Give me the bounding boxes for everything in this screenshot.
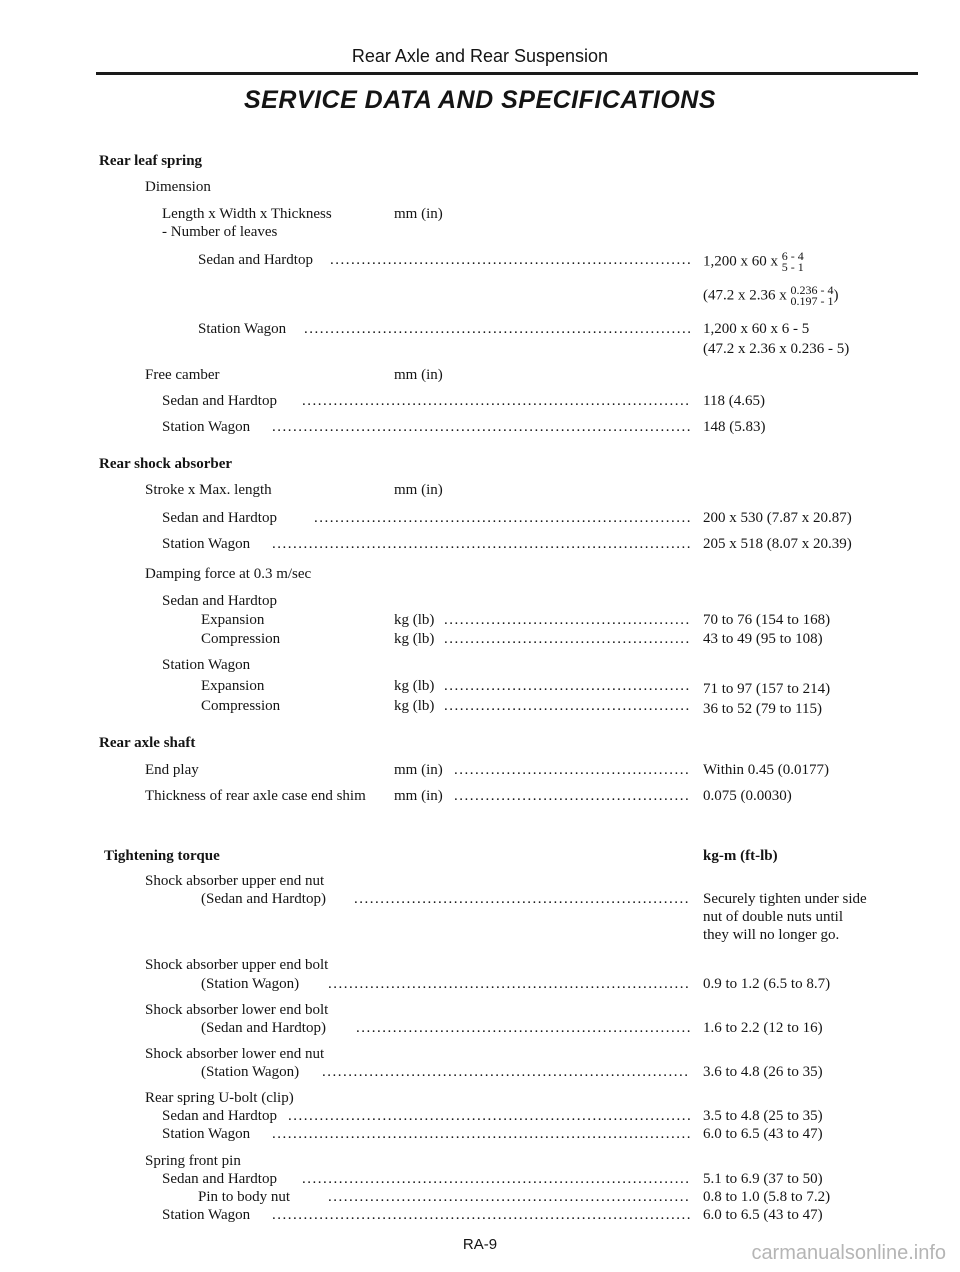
- label-t2-line1: Shock absorber upper end bolt: [145, 957, 329, 973]
- value-leaf-wagon-mm: 1,200 x 60 x 6 - 5: [703, 321, 810, 337]
- label-t4-line2: (Station Wagon): [201, 1064, 300, 1080]
- unit-shim: mm (in): [394, 788, 443, 804]
- value-t1-line1: Securely tighten under side: [703, 891, 867, 907]
- watermark: carmanualsonline.info: [751, 1242, 946, 1264]
- label-t5-wagon: Station Wagon: [162, 1126, 251, 1142]
- label-fc-wagon: Station Wagon: [162, 419, 251, 435]
- leader-dots: [444, 630, 690, 648]
- leader-dots: [304, 320, 690, 338]
- value-t3: 1.6 to 2.2 (12 to 16): [703, 1020, 823, 1036]
- section-heading-leaf-spring: Rear leaf spring: [99, 153, 203, 169]
- leader-dots: [272, 418, 690, 436]
- label-t5-line1: Rear spring U-bolt (clip): [145, 1090, 294, 1106]
- unit-damping-wagon-comp: kg (lb): [394, 698, 435, 714]
- leader-dots: [328, 975, 690, 993]
- leader-dots: [444, 611, 690, 629]
- label-t2-line2: (Station Wagon): [201, 976, 300, 992]
- label-t3-line1: Shock absorber lower end bolt: [145, 1002, 329, 1018]
- label-t3-line2: (Sedan and Hardtop): [201, 1020, 326, 1036]
- value-fc-wagon: 148 (5.83): [703, 419, 766, 435]
- page-title: SERVICE DATA AND SPECIFICATIONS: [243, 86, 716, 114]
- label-stroke-wagon: Station Wagon: [162, 536, 251, 552]
- value-t2: 0.9 to 1.2 (6.5 to 8.7): [703, 976, 831, 992]
- unit-damping-sedan-comp: kg (lb): [394, 631, 435, 647]
- value-t5-wagon: 6.0 to 6.5 (43 to 47): [703, 1126, 823, 1142]
- leader-dots: [272, 535, 690, 553]
- leader-dots: [444, 697, 690, 715]
- label-dimension-desc-1: Length x Width x Thickness: [162, 206, 332, 222]
- leader-dots: [354, 890, 690, 908]
- leader-dots: [314, 509, 690, 527]
- unit-free-camber: mm (in): [394, 367, 443, 383]
- value-leaf-wagon-in: (47.2 x 2.36 x 0.236 - 5): [703, 341, 850, 357]
- value-leaf-sedan-in: (47.2 x 2.36 x 0.236 - 4 0.197 - 1 ): [703, 283, 839, 308]
- value-t6-pin: 0.8 to 1.0 (5.8 to 7.2): [703, 1189, 831, 1205]
- value-stroke-sedan: 200 x 530 (7.87 x 20.87): [703, 510, 852, 526]
- label-damping-wagon-exp: Expansion: [201, 678, 265, 694]
- value-damping-sedan-exp: 70 to 76 (154 to 168): [703, 612, 831, 628]
- value-t1-line3: they will no longer go.: [703, 927, 840, 943]
- value-damping-sedan-comp: 43 to 49 (95 to 108): [703, 631, 823, 647]
- label-damping-sedan: Sedan and Hardtop: [162, 593, 277, 609]
- leader-dots: [454, 787, 690, 805]
- label-t5-sedan: Sedan and Hardtop: [162, 1108, 277, 1124]
- label-t6-pin: Pin to body nut: [198, 1189, 291, 1205]
- label-dimension: Dimension: [145, 179, 211, 195]
- label-damping-sedan-exp: Expansion: [201, 612, 265, 628]
- label-t6-line1: Spring front pin: [145, 1153, 241, 1169]
- section-heading-shock: Rear shock absorber: [99, 456, 233, 472]
- label-fc-sedan: Sedan and Hardtop: [162, 393, 277, 409]
- running-header: Rear Axle and Rear Suspension: [351, 46, 609, 66]
- label-leaf-wagon: Station Wagon: [198, 321, 287, 337]
- unit-torque: kg-m (ft-lb): [703, 848, 778, 864]
- leader-dots: [356, 1019, 690, 1037]
- unit-end-play: mm (in): [394, 762, 443, 778]
- label-free-camber: Free camber: [145, 367, 220, 383]
- unit-damping-sedan-exp: kg (lb): [394, 612, 435, 628]
- value-fc-sedan: 118 (4.65): [703, 393, 765, 409]
- label-damping: Damping force at 0.3 m/sec: [145, 566, 312, 582]
- value-t6-wagon: 6.0 to 6.5 (43 to 47): [703, 1207, 823, 1223]
- leader-dots: [272, 1206, 690, 1224]
- label-damping-sedan-comp: Compression: [201, 631, 281, 647]
- section-heading-torque: Tightening torque: [104, 848, 220, 864]
- leader-dots: [272, 1125, 690, 1143]
- label-shim: Thickness of rear axle case end shim: [145, 788, 366, 804]
- section-heading-axle: Rear axle shaft: [99, 735, 196, 751]
- leader-dots: [302, 392, 690, 410]
- label-leaf-sedan: Sedan and Hardtop: [198, 252, 313, 268]
- value-leaf-sedan-mm: 1,200 x 60 x 6 - 4 5 - 1: [703, 249, 804, 274]
- leader-dots: [454, 761, 690, 779]
- value-t1-line2: nut of double nuts until: [703, 909, 843, 925]
- leader-dots: [330, 251, 690, 269]
- label-t6-sedan: Sedan and Hardtop: [162, 1171, 277, 1187]
- leader-dots: [322, 1063, 690, 1081]
- label-t6-wagon: Station Wagon: [162, 1207, 251, 1223]
- label-end-play: End play: [145, 762, 199, 778]
- label-t4-line1: Shock absorber lower end nut: [145, 1046, 325, 1062]
- label-damping-wagon: Station Wagon: [162, 657, 251, 673]
- value-end-play: Within 0.45 (0.0177): [703, 762, 830, 778]
- leader-dots: [288, 1107, 690, 1125]
- value-shim: 0.075 (0.0030): [703, 788, 792, 804]
- value-t5-sedan: 3.5 to 4.8 (25 to 35): [703, 1108, 823, 1124]
- value-damping-wagon-comp: 36 to 52 (79 to 115): [703, 701, 823, 717]
- value-damping-wagon-exp: 71 to 97 (157 to 214): [703, 681, 831, 697]
- unit-damping-wagon-exp: kg (lb): [394, 678, 435, 694]
- value-t6-sedan: 5.1 to 6.9 (37 to 50): [703, 1171, 823, 1187]
- label-t1-line2: (Sedan and Hardtop): [201, 891, 326, 907]
- label-damping-wagon-comp: Compression: [201, 698, 281, 714]
- leader-dots: [302, 1170, 690, 1188]
- label-stroke-sedan: Sedan and Hardtop: [162, 510, 277, 526]
- label-dimension-desc-2: - Number of leaves: [162, 224, 278, 240]
- leader-dots: [328, 1188, 690, 1206]
- unit-dimension: mm (in): [394, 206, 443, 222]
- page-number: RA-9: [462, 1236, 498, 1253]
- label-stroke: Stroke x Max. length: [145, 482, 272, 498]
- header-rule: [96, 72, 918, 75]
- value-stroke-wagon: 205 x 518 (8.07 x 20.39): [703, 536, 852, 552]
- label-t1-line1: Shock absorber upper end nut: [145, 873, 325, 889]
- value-t4: 3.6 to 4.8 (26 to 35): [703, 1064, 823, 1080]
- leader-dots: [444, 677, 690, 695]
- unit-stroke: mm (in): [394, 482, 443, 498]
